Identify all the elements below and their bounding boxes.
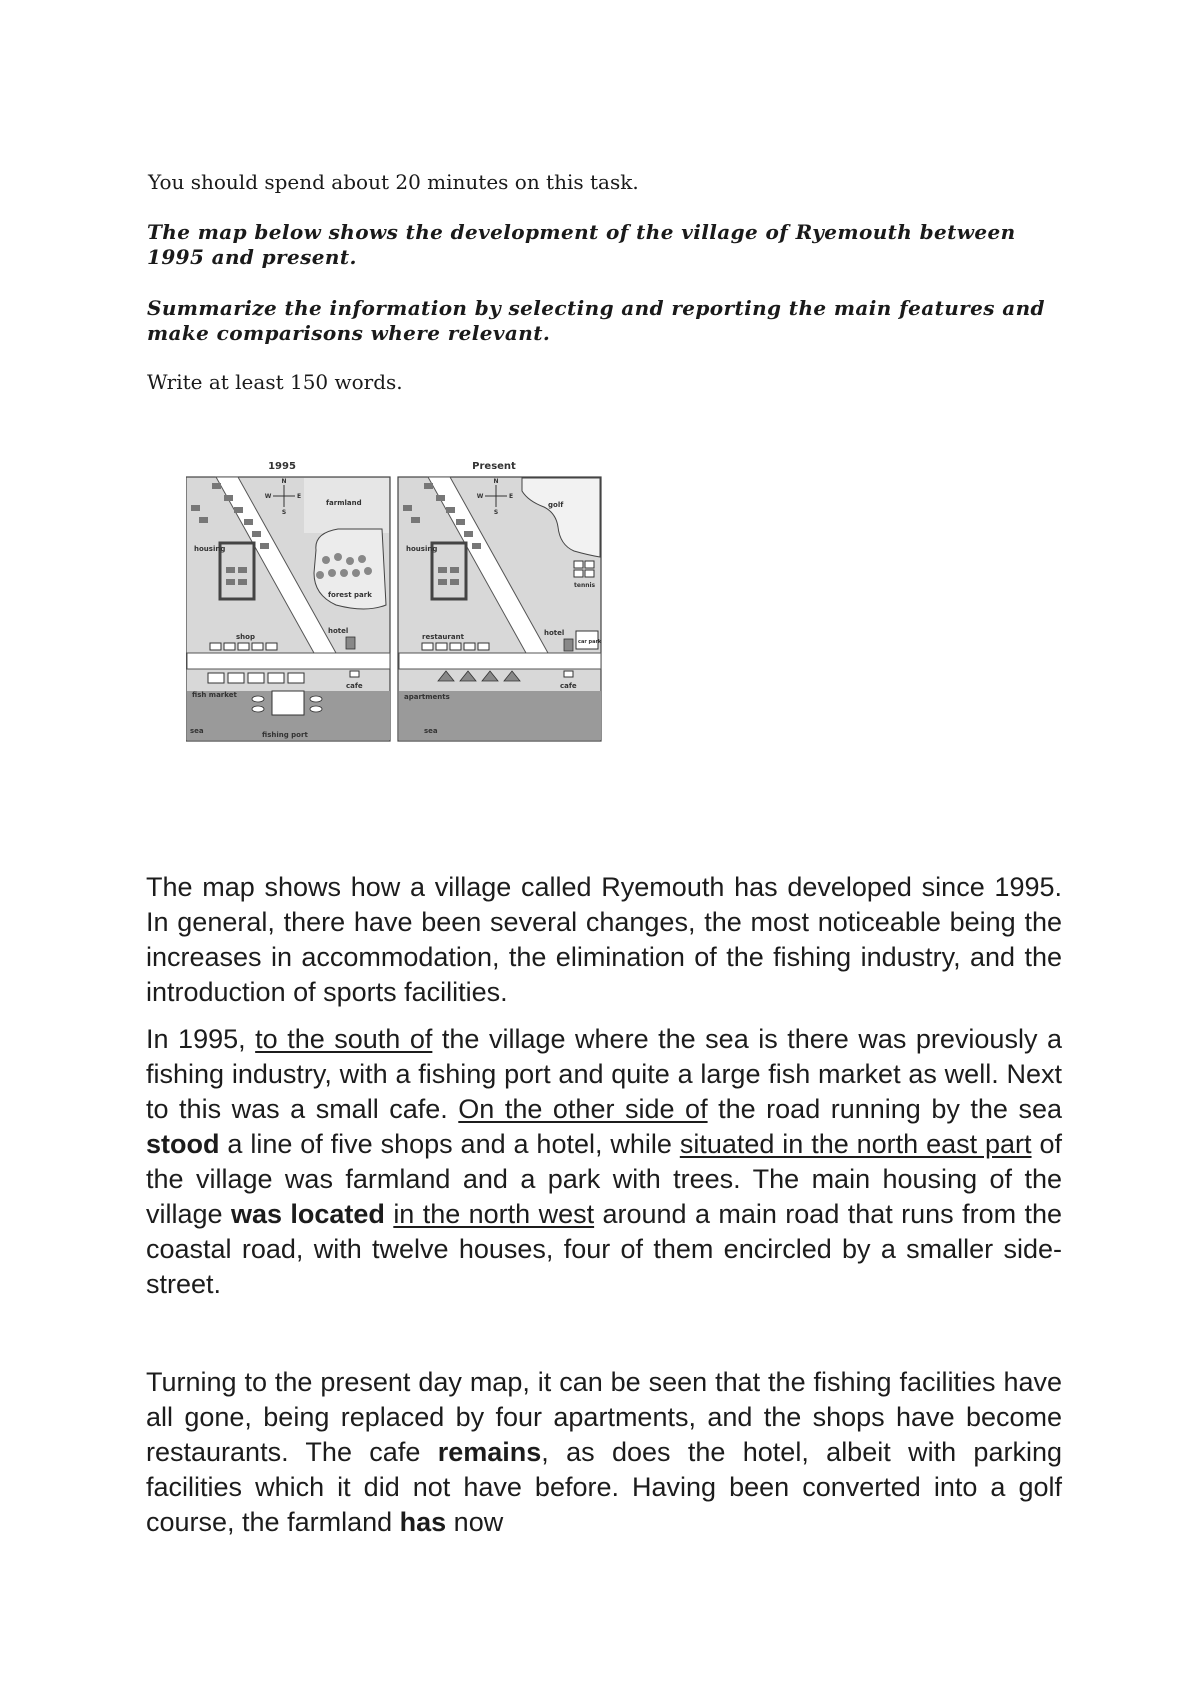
house-icon <box>234 507 243 513</box>
coastal-road-present <box>399 653 601 669</box>
label-restaurant: restaurant <box>422 633 464 641</box>
label-hotel-present: hotel <box>544 629 565 637</box>
fish-market <box>208 673 304 683</box>
underlined-phrase: situated in the north east part <box>679 1129 1032 1159</box>
label-golf: golf <box>548 501 564 509</box>
compass-n: N <box>281 478 287 485</box>
tree-icon <box>358 555 366 563</box>
label-shop: shop <box>236 633 255 641</box>
bold-word: has <box>399 1507 447 1537</box>
tree-icon <box>316 571 324 579</box>
compass-w: W <box>476 493 484 500</box>
house-icon <box>199 517 208 523</box>
task-time: You should spend about 20 minutes on this task. <box>148 170 639 194</box>
bold-word: was located <box>230 1199 385 1229</box>
boat-icon <box>252 696 264 702</box>
tennis-court-icon <box>585 570 594 577</box>
essay-paragraph-2 <box>146 1022 1062 1302</box>
shop-icon <box>252 643 263 650</box>
house-icon <box>403 505 412 511</box>
cafe-icon <box>350 671 359 677</box>
market-stall-icon <box>248 673 264 683</box>
house-icon <box>212 483 221 489</box>
restaurants <box>422 643 489 650</box>
boat-icon <box>252 706 264 712</box>
boat-icon <box>310 696 322 702</box>
shops-1995 <box>210 643 277 650</box>
essay-paragraph-1: The map shows how a village called Ryemouth has developed since 1995. In general, there have been several changes, the most noticeable being the increases in accommodation, the elimination of the fishing industry, and the introduction of sports facilities. <box>146 872 1062 1007</box>
restaurant-icon <box>464 643 475 650</box>
text-run: , as does the hotel, albeit with parking facilities which it did not have before. Having been converted into a golf course, the farmland <box>146 1437 1062 1537</box>
label-forest-park: forest park <box>328 591 372 599</box>
underlined-phrase: in the north west <box>393 1199 595 1229</box>
compass-w: W <box>264 493 272 500</box>
house-icon <box>238 567 247 573</box>
label-hotel-1995: hotel <box>328 627 349 635</box>
task-word-count: Write at least 150 words. <box>147 370 403 394</box>
label-housing-1995: housing <box>194 545 226 553</box>
map-present <box>398 461 602 741</box>
restaurant-icon <box>478 643 489 650</box>
task-prompt-map: The map below shows the development of the village of Ryemouth between 1995 and present. <box>147 220 1016 269</box>
house-icon <box>191 505 200 511</box>
boat-icon <box>310 706 322 712</box>
fishing-port-pier <box>272 691 304 715</box>
underlined-phrase: to the south of <box>255 1024 433 1054</box>
label-fishing-port: fishing port <box>262 731 308 739</box>
bold-word: stood <box>146 1129 220 1159</box>
label-farmland: farmland <box>326 499 362 507</box>
map-present-title: Present <box>472 461 516 472</box>
tennis-court-icon <box>585 561 594 568</box>
text-run: the road running by the sea <box>707 1094 1062 1124</box>
coastal-road-1995 <box>187 653 390 669</box>
tree-icon <box>364 567 372 575</box>
text-run: the village where the sea is there was previously a fishing industry, with a fishing port and quite a large fish market as well. Next to this was a small cafe. <box>146 1024 1062 1124</box>
house-icon <box>226 567 235 573</box>
village-maps-figure <box>186 455 602 745</box>
restaurant-icon <box>436 643 447 650</box>
house-icon <box>472 543 481 549</box>
label-cafe-1995: cafe <box>346 682 363 690</box>
cafe-icon <box>564 671 573 677</box>
compass-s: S <box>281 509 287 516</box>
map-1995-title: 1995 <box>268 461 296 472</box>
bold-word: remains <box>437 1437 542 1467</box>
shop-icon <box>210 643 221 650</box>
label-fish-market: fish market <box>192 691 237 699</box>
house-icon <box>450 567 459 573</box>
text-run: Turning to the present day map, it can be seen that the fishing facilities have all gone, being replaced by four apartments, and the shops have become restaurants. The cafe <box>146 1367 1062 1467</box>
tennis-court-icon <box>574 570 583 577</box>
hotel-icon <box>346 637 355 649</box>
tree-icon <box>328 569 336 577</box>
house-icon <box>411 517 420 523</box>
house-icon <box>424 483 433 489</box>
house-icon <box>436 495 445 501</box>
text-run: In 1995, <box>146 1024 256 1054</box>
essay-paragraph-3 <box>146 1365 1062 1540</box>
text-run: a line of five shops and a hotel, while <box>219 1129 680 1159</box>
label-apartments: apartments <box>404 693 450 701</box>
market-stall-icon <box>268 673 284 683</box>
text-run: around a main road that runs from the coastal road, with twelve houses, four of them encircled by a smaller side-street. <box>146 1199 1062 1299</box>
text-run: of the village was farmland and a park with trees. The main housing of the village <box>146 1129 1062 1229</box>
house-icon <box>446 507 455 513</box>
label-housing-present: housing <box>406 545 438 553</box>
house-icon <box>244 519 253 525</box>
tennis-court-icon <box>574 561 583 568</box>
compass-e: E <box>508 493 514 500</box>
house-icon <box>224 495 233 501</box>
tree-icon <box>352 569 360 577</box>
text-run: now <box>446 1507 504 1537</box>
house-icon <box>450 579 459 585</box>
restaurant-icon <box>422 643 433 650</box>
tree-icon <box>346 557 354 565</box>
tree-icon <box>340 569 348 577</box>
house-icon <box>238 579 247 585</box>
house-icon <box>260 543 269 549</box>
house-icon <box>226 579 235 585</box>
compass-e: E <box>296 493 302 500</box>
underlined-phrase: On the other side of <box>458 1094 708 1124</box>
shop-icon <box>224 643 235 650</box>
market-stall-icon <box>208 673 224 683</box>
house-icon <box>438 567 447 573</box>
task-prompt-summarize: Summarize the information by selecting and reporting the main features and make comparisons where relevant. <box>147 296 1045 345</box>
market-stall-icon <box>288 673 304 683</box>
house-icon <box>456 519 465 525</box>
compass-s: S <box>493 509 499 516</box>
label-sea-present: sea <box>424 727 438 735</box>
restaurant-icon <box>450 643 461 650</box>
shop-icon <box>266 643 277 650</box>
label-car-park: car park <box>578 639 602 645</box>
house-icon <box>438 579 447 585</box>
house-icon <box>464 531 473 537</box>
compass-n: N <box>493 478 499 485</box>
label-tennis: tennis <box>574 582 596 589</box>
house-icon <box>252 531 261 537</box>
label-cafe-present: cafe <box>560 682 577 690</box>
map-1995 <box>186 461 390 741</box>
market-stall-icon <box>228 673 244 683</box>
label-sea-1995: sea <box>190 727 204 735</box>
shop-icon <box>238 643 249 650</box>
tree-icon <box>334 553 342 561</box>
hotel-icon <box>564 639 573 651</box>
tree-icon <box>322 556 330 564</box>
